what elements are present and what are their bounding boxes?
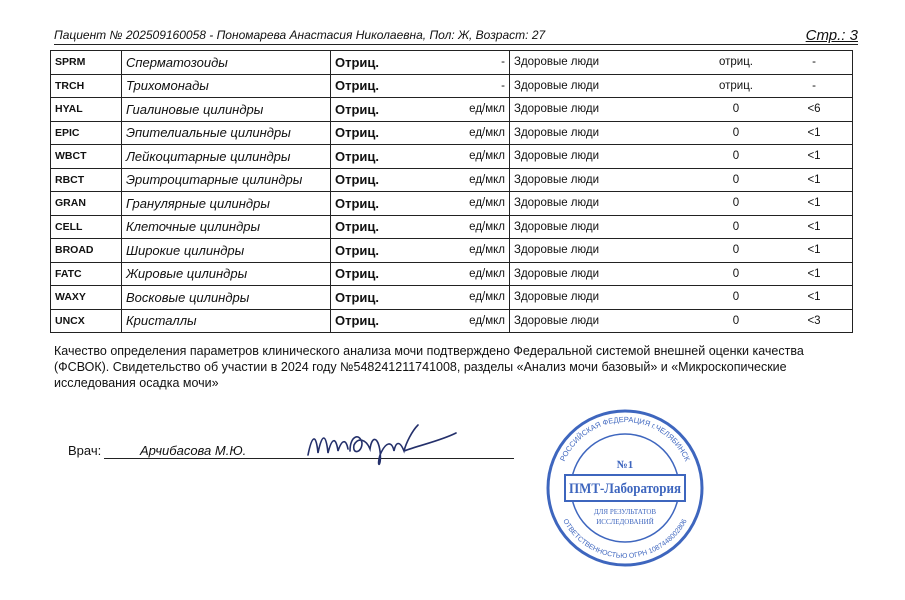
reference-value: 0 <box>732 244 740 256</box>
reference-cell <box>510 74 853 98</box>
result-value: Отриц. <box>335 54 380 70</box>
test-code: RBCT <box>51 168 122 192</box>
reference-cell <box>510 286 853 310</box>
reference-limit: <6 <box>807 103 821 115</box>
reference-group: Здоровые люди <box>514 314 600 327</box>
result-value: Отриц. <box>335 101 380 117</box>
reference-cell <box>510 309 853 333</box>
reference-cell <box>510 262 853 286</box>
test-name: Восковые цилиндры <box>122 286 331 310</box>
test-name: Гранулярные цилиндры <box>122 192 331 216</box>
reference-group: Здоровые люди <box>514 56 600 69</box>
reference-value: 0 <box>732 220 740 233</box>
table-row <box>51 121 853 145</box>
test-code: TRCH <box>51 74 122 98</box>
reference-value: 0 <box>732 126 740 139</box>
test-name: Лейкоцитарные цилиндры <box>122 145 331 169</box>
reference-cell <box>510 215 853 239</box>
result-unit: ед/мкл <box>469 103 505 115</box>
reference-limit: <1 <box>807 150 821 162</box>
result-value: Отриц. <box>335 266 380 282</box>
reference-cell <box>510 239 853 263</box>
reference-limit: <1 <box>807 126 821 139</box>
doctor-signature <box>300 415 460 470</box>
result-value: Отриц. <box>335 289 380 305</box>
page-header <box>54 28 858 45</box>
result-unit: ед/мкл <box>469 314 505 327</box>
table-row <box>51 239 853 263</box>
result-cell <box>331 192 510 216</box>
result-cell <box>331 145 510 169</box>
result-value: Отриц. <box>335 195 380 211</box>
reference-group: Здоровые люди <box>514 220 600 233</box>
reference-limit: <1 <box>807 197 821 209</box>
table-row <box>51 309 853 333</box>
test-code: WBCT <box>51 145 122 169</box>
test-code: UNCX <box>51 309 122 333</box>
test-name: Эпителиальные цилиндры <box>122 121 331 145</box>
result-value: Отриц. <box>335 148 380 164</box>
result-unit: ед/мкл <box>469 126 505 139</box>
svg-text:ДЛЯ РЕЗУЛЬТАТОВ: ДЛЯ РЕЗУЛЬТАТОВ <box>593 508 657 516</box>
svg-text:№1: №1 <box>616 459 634 471</box>
svg-text:ОТВЕТСТВЕННОСТЬЮ ОГРН 10874480: ОТВЕТСТВЕННОСТЬЮ ОГРН 1087448002806 <box>561 518 689 560</box>
table-row <box>51 168 853 192</box>
result-unit: ед/мкл <box>469 291 505 303</box>
reference-limit: <1 <box>807 173 821 186</box>
reference-value: 0 <box>732 314 740 327</box>
test-name: Гиалиновые цилиндры <box>122 98 331 122</box>
test-code: WAXY <box>51 286 122 310</box>
test-name: Клеточные цилиндры <box>122 215 331 239</box>
result-cell <box>331 215 510 239</box>
table-row <box>51 51 853 75</box>
quality-note: Качество определения параметров клинического анализа мочи подтверждено Федеральной системой внешней оценки качества (ФСВОК). Свидетельство об участии в 2024 году №548241211741008, разделы «Анализ мочи базовый» и «Микроскопические исследования осадка мочи» <box>54 344 804 390</box>
test-code: EPIC <box>51 121 122 145</box>
reference-cell <box>510 168 853 192</box>
reference-limit: <3 <box>807 314 821 327</box>
result-cell <box>331 286 510 310</box>
reference-cell <box>510 145 853 169</box>
table-row <box>51 286 853 310</box>
reference-value: отриц. <box>718 79 754 92</box>
reference-limit: - <box>812 56 816 68</box>
table-row <box>51 215 853 239</box>
result-value: Отриц. <box>335 313 380 329</box>
reference-limit: <1 <box>807 244 821 256</box>
doctor-label: Врач: <box>68 443 102 458</box>
results-table <box>50 50 853 333</box>
result-value: Отриц. <box>335 78 380 94</box>
result-cell <box>331 309 510 333</box>
reference-limit: <1 <box>807 220 821 233</box>
result-cell <box>331 262 510 286</box>
result-unit: ед/мкл <box>469 244 505 256</box>
reference-value: 0 <box>732 173 740 186</box>
reference-value: 0 <box>732 197 740 209</box>
reference-limit: <1 <box>807 267 821 280</box>
test-code: HYAL <box>51 98 122 122</box>
lab-stamp <box>545 408 705 568</box>
reference-group: Здоровые люди <box>514 79 600 92</box>
result-unit: - <box>501 56 505 68</box>
test-code: SPRM <box>51 51 122 75</box>
result-unit: ед/мкл <box>469 197 505 209</box>
result-unit: ед/мкл <box>469 173 505 186</box>
test-name: Трихомонады <box>122 74 331 98</box>
test-code: CELL <box>51 215 122 239</box>
reference-group: Здоровые люди <box>514 126 600 139</box>
result-value: Отриц. <box>335 242 380 258</box>
test-code: FATC <box>51 262 122 286</box>
reference-cell <box>510 121 853 145</box>
reference-group: Здоровые люди <box>514 244 600 257</box>
reference-value: 0 <box>732 103 740 115</box>
table-row <box>51 74 853 98</box>
reference-value: 0 <box>732 150 740 162</box>
result-cell <box>331 168 510 192</box>
patient-info: Пациент № 202509160058 - Пономарева Анастасия Николаевна, Пол: Ж, Возраст: 27 <box>54 28 546 42</box>
doctor-name: Арчибасова М.Ю. <box>140 443 247 458</box>
test-code: BROAD <box>51 239 122 263</box>
reference-group: Здоровые люди <box>514 267 600 280</box>
test-code: GRAN <box>51 192 122 216</box>
svg-text:ПМТ-Лаборатория: ПМТ-Лаборатория <box>569 481 681 497</box>
result-value: Отриц. <box>335 172 380 188</box>
reference-group: Здоровые люди <box>514 103 600 116</box>
reference-value: отриц. <box>718 56 754 68</box>
result-cell <box>331 98 510 122</box>
reference-limit: - <box>812 79 816 92</box>
result-unit: ед/мкл <box>469 267 505 280</box>
reference-group: Здоровые люди <box>514 173 600 186</box>
result-cell <box>331 121 510 145</box>
reference-cell <box>510 192 853 216</box>
test-name: Эритроцитарные цилиндры <box>122 168 331 192</box>
test-name: Широкие цилиндры <box>122 239 331 263</box>
reference-cell <box>510 98 853 122</box>
test-name: Жировые цилиндры <box>122 262 331 286</box>
result-value: Отриц. <box>335 219 380 235</box>
table-row <box>51 262 853 286</box>
reference-cell <box>510 51 853 75</box>
table-row <box>51 145 853 169</box>
test-name: Сперматозоиды <box>122 51 331 75</box>
reference-limit: <1 <box>807 291 821 303</box>
reference-group: Здоровые люди <box>514 197 600 210</box>
page-number: Стр.: 3 <box>805 27 858 44</box>
result-unit: ед/мкл <box>469 220 505 233</box>
test-name: Кристаллы <box>122 309 331 333</box>
svg-text:РОССИЙСКАЯ ФЕДЕРАЦИЯ г.ЧЕЛЯБИН: РОССИЙСКАЯ ФЕДЕРАЦИЯ г.ЧЕЛЯБИНСК <box>558 414 692 463</box>
result-value: Отриц. <box>335 125 380 141</box>
result-unit: ед/мкл <box>469 150 505 162</box>
result-cell <box>331 74 510 98</box>
table-row <box>51 98 853 122</box>
reference-group: Здоровые люди <box>514 291 600 304</box>
reference-value: 0 <box>732 291 740 303</box>
reference-group: Здоровые люди <box>514 150 600 163</box>
table-row <box>51 192 853 216</box>
result-cell <box>331 239 510 263</box>
result-unit: - <box>501 79 505 92</box>
result-cell <box>331 51 510 75</box>
reference-value: 0 <box>732 267 740 280</box>
svg-text:ИССЛЕДОВАНИЙ: ИССЛЕДОВАНИЙ <box>596 518 654 526</box>
